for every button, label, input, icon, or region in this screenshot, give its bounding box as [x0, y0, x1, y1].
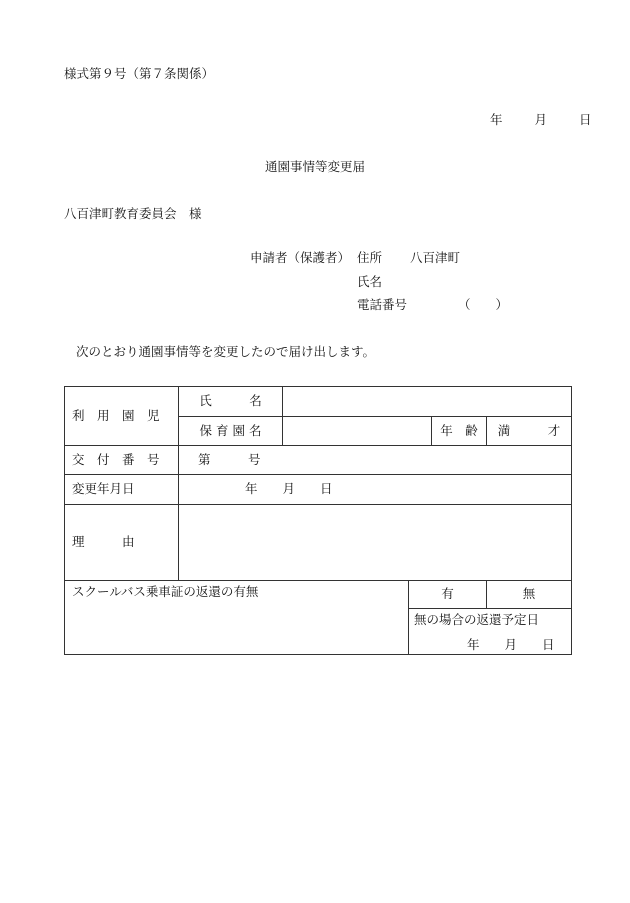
applicant-label: 申請者（保護者）: [250, 250, 351, 265]
reason-field[interactable]: [179, 505, 572, 581]
option-yes[interactable]: 有: [409, 581, 487, 609]
if-none-label: 無の場合の返還予定日: [414, 612, 540, 627]
issue-number-label: 交 付 番 号: [65, 446, 179, 475]
issue-number-field[interactable]: 第 号: [179, 446, 572, 475]
reason-label: 理 由: [65, 505, 179, 581]
age-field[interactable]: 満 才: [487, 417, 572, 446]
submission-date: [490, 114, 592, 127]
form-number: 様式第９号（第７条関係）: [64, 66, 215, 81]
phone-label: 電話番号: [357, 297, 408, 312]
statement-text: 次のとおり通園事情等を変更したので届け出します。: [76, 344, 376, 359]
return-date-value: 年 月 日: [467, 636, 555, 652]
change-date-label: 変更年月日: [65, 475, 179, 505]
date-month: 月: [534, 112, 548, 127]
child-label: 利 用 園 児: [65, 387, 179, 446]
child-name-field[interactable]: [283, 387, 572, 417]
date-year: 年: [490, 112, 503, 127]
option-no[interactable]: 無: [487, 581, 572, 609]
document-title: 通園事情等変更届: [264, 159, 365, 174]
return-date-cell[interactable]: [409, 609, 572, 655]
bus-pass-return-label: スクールバス乗車証の返還の有無: [65, 581, 409, 655]
phone-field[interactable]: （ ）: [458, 297, 509, 312]
recipient: 八百津町教育委員会 様: [64, 206, 202, 221]
address-field[interactable]: 八百津町: [410, 250, 461, 265]
age-label: 年 齢: [432, 417, 487, 446]
nursery-name-label: 保 育 園 名: [179, 417, 283, 446]
date-day: 日: [579, 112, 592, 127]
address-label: 住所: [357, 250, 383, 265]
name-label: 氏名: [357, 274, 383, 289]
child-name-label: 氏 名: [179, 387, 283, 417]
change-date-field[interactable]: 年 月 日: [179, 475, 572, 505]
nursery-name-field[interactable]: [283, 417, 432, 446]
change-form-table: [64, 386, 572, 655]
